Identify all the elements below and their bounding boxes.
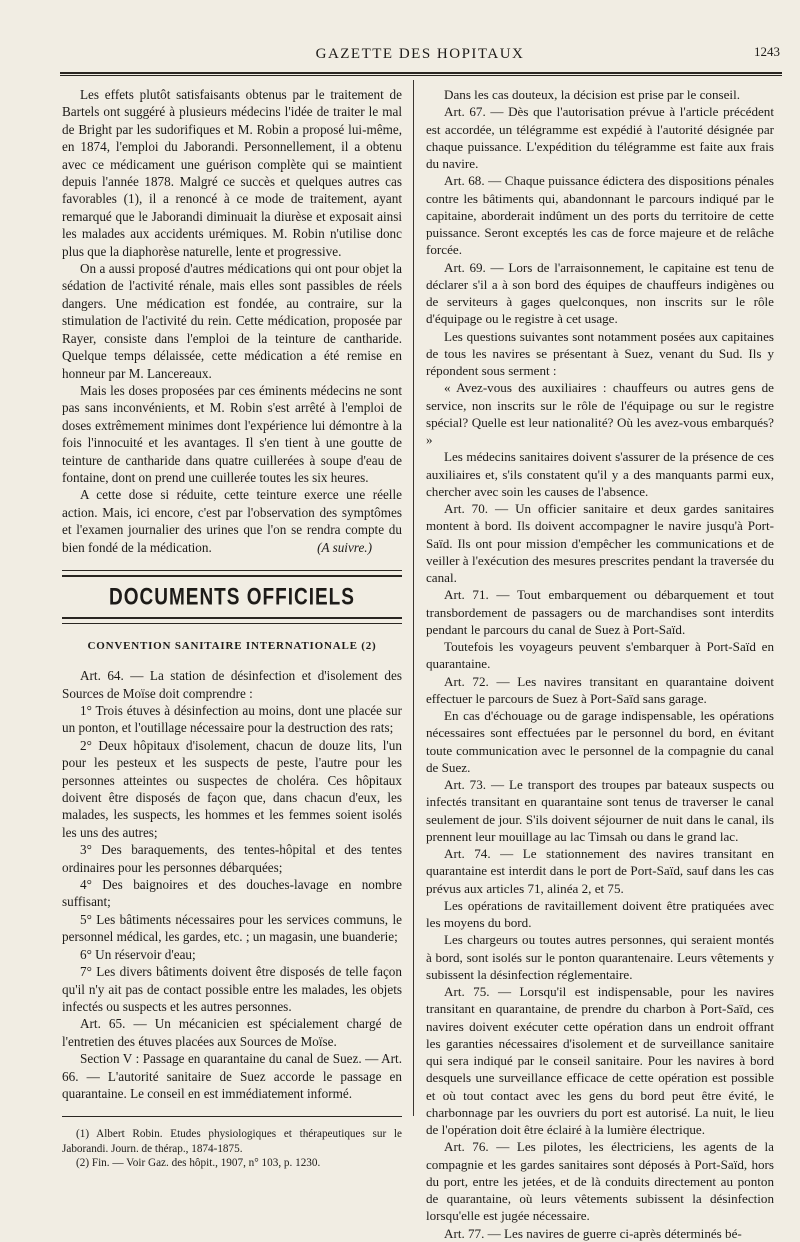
paragraph: Art. 70. — Un officier sanitaire et deux gardes sanitaires montent à bord. Ils doivent accompagner le navire jusqu'à Port-Saïd. Ils ont pour mission d'empêcher les communications et de veiller à l'exécution des mesures prescrites pendant la traversée du canal. <box>426 501 774 585</box>
section-heading: DOCUMENTS OFFICIELS <box>109 584 355 611</box>
right-column <box>426 86 774 1242</box>
header-rule <box>60 72 782 76</box>
continued-note: (A suivre.) <box>317 539 372 555</box>
subheading: CONVENTION SANITAIRE INTERNATIONALE (2) <box>87 639 377 652</box>
paragraph: Art. 75. — Lorsqu'il est indispensable, pour les navires transitant en quarantaine, de prendre du charbon à Port-Saïd, ces navires doivent exécuter cette opération dans un endroit offrant les garanties nécessaires d'isolement et de surveillance sanitaire qui sera indiqué par le conseil sanitaire. Pour les navires à bord desquels une surveillance efficace de cette opération est possible et où tout contact avec les gens du bord peut être évité, le charbonnage par les ouvriers du port est autorisé. La nuit, le lieu de l'opération doit être éclairé à la lumière électrique. <box>426 984 774 1137</box>
paragraph: Art. 72. — Les navires transitant en quarantaine doivent effectuer le parcours de Suez à Port-Saïd sans garage. <box>426 673 774 706</box>
article-paragraph: 2° Deux hôpitaux d'isolement, chacun de douze lits, l'un pour les pesteux et les suspects de peste, l'autre pour les personnes atteintes ou suspectes de choléra. Ces hôpitaux doivent être disposés de façon que, dans chacun d'eux, les malades, les suspects, les hommes et les femmes soient isolés les uns des autres; <box>62 737 402 840</box>
footnote: (1) Albert Robin. Etudes physiologiques et thérapeutiques sur le Jaborandi. Journ. de thérap., 1874-1875. <box>62 1128 402 1155</box>
paragraph: Art. 69. — Lors de l'arraisonnement, le capitaine est tenu de déclarer s'il a à son bord des équipes de chauffeurs indigènes ou de serviteurs à gages quelconques, non inscrits sur le rôle d'équipage ou le registre à cet usage. <box>426 259 774 327</box>
page-header <box>60 42 780 66</box>
paragraph: Les effets plutôt satisfaisants obtenus par le traitement de Bartels ont suggéré à plusieurs médecins l'idée de traiter le mal de Bright par les sudorifiques et M. Robin a proposé lui-même, en 1874, l'emploi du Jaborandi. Personnellement, il a obtenu avec ce médicament une guérison complète qui se maintient depuis l'année 1878. Malgré ce succès et quelques autres cas favorables (1), il a renoncé à ce mode de traitement, ayant remarqué que le Jaborandi diminuait la diurèse et exposait ainsi les malades aux accidents urémiques. M. Robin n'utilise donc plus que la diaphorèse naturelle, lente et progressive. <box>62 87 402 259</box>
paragraph: Art. 68. — Chaque puissance édictera des dispositions pénales contre les bâtiments qui, abandonnant le parcours indiqué par le capitaine, aborderait indûment un des ports du territoire de cette puissance. Seront exceptés les cas de force majeure et de relâche forcée. <box>426 173 774 258</box>
paragraph: « Avez-vous des auxiliaires : chauffeurs ou autres gens de service, non inscrits sur le rôle de l'équipage ou sur le registre spécial? Quelle est leur nationalité? Où les avez-vous embarqués? » <box>426 380 774 447</box>
paragraph: Art. 71. — Tout embarquement ou débarquement et tout transbordement de passagers ou de marchandises sont interdits pendant le parcours du canal de Suez à Port-Saïd. <box>426 587 774 637</box>
page-number: 1243 <box>754 44 780 59</box>
paragraph: Art. 67. — Dès que l'autorisation prévue à l'article précédent est accordée, un télégramme est expédié à l'autorité désignée par chaque puissance. L'expédition du télégramme est faite aux frais du navire. <box>426 104 774 171</box>
article-paragraph: Art. 64. — La station de désinfection et d'isolement des Sources de Moïse doit comprendre : <box>62 668 402 701</box>
paragraph: En cas d'échouage ou de garage indispensable, les opérations nécessaires sont effectuées par le personnel du bord, en évitant toute communication avec le personnel de la compagnie du canal de Suez. <box>426 708 774 775</box>
paragraph: Mais les doses proposées par ces éminents médecins ne sont pas sans inconvénients, et M. Robin s'est arrêté à l'emploi de doses extrêmement minimes dont l'expérience lui démontre à la fois l'innocuité et les avantages. Il s'en tient à une goutte de teinture de cantharide dans quatre cuillerées à soupe d'eau de fontaine, dont on prend une cuillerée toutes les six heures. <box>62 382 402 485</box>
article-paragraph: 5° Les bâtiments nécessaires pour les services communs, le personnel médical, les gardes, etc. ; un magasin, une buanderie; <box>62 911 402 945</box>
article-paragraph: 4° Des baignoires et des douches-lavage en nombre suffisant; <box>62 877 402 910</box>
article-paragraph: 3° Des baraquements, des tentes-hôpital et des tentes ordinaires pour les personnes débarquées; <box>62 842 402 875</box>
section-rule <box>62 617 402 624</box>
article-paragraph: 1° Trois étuves à désinfection au moins, dont une placée sur un ponton, et l'outillage nécessaire pour la destruction des rats; <box>62 703 402 736</box>
paragraph: Les chargeurs ou toutes autres personnes, qui seraient montés à bord, sont isolés sur le ponton quarantenaire. Leurs vêtements y subissent la désinfection réglementaire. <box>426 932 774 982</box>
paragraph: A cette dose si réduite, cette teinture exerce une réelle action. Mais, ici encore, c'est par l'observation des symptômes et l'examen journalier des urines que l'on se rendra compte du bien fondé de la médication. <box>62 487 402 555</box>
article-paragraph: 6° Un réservoir d'eau; <box>80 946 196 962</box>
paragraph: Dans les cas douteux, la décision est prise par le conseil. <box>444 87 740 102</box>
column-divider <box>413 80 414 1116</box>
paragraph: Art. 76. — Les pilotes, les électriciens, les agents de la compagnie et les gardes sanitaires sont déposés à Port-Saïd, hors du port, entre les jetées, et de là conduits directement au ponton de quarantaine, où leurs vêtements subissent la désinfection lorsqu'elle est jugée nécessaire. <box>426 1139 774 1224</box>
paragraph: On a aussi proposé d'autres médications qui ont pour objet la sédation de l'activité rénale, mais elles sont passibles de réels dangers. Une médication est fondée, au contraire, sur la stimulation de l'activité du rein. Cette médication, proposée par Rayer, consiste dans l'emploi de la teinture de cantharide. Quelque temps délaissée, cette médication a été remise en honneur par M. Lancereaux. <box>62 261 402 381</box>
paragraph: Art. 77. — Les navires de guerre ci-après déterminés bé- <box>444 1225 742 1241</box>
paragraph: Les opérations de ravitaillement doivent être pratiquées avec les moyens du bord. <box>426 897 774 930</box>
article-paragraph: 7° Les divers bâtiments doivent être disposés de telle façon qu'il n'y ait pas de contact possible entre les malades, les objets infectés ou suspects et les autres personnes. <box>62 964 402 1014</box>
footnote: (2) Fin. — Voir Gaz. des hôpit., 1907, n° 103, p. 1230. <box>76 1157 321 1170</box>
footnote-rule <box>62 1116 402 1117</box>
article-paragraph: Art. 65. — Un mécanicien est spécialement chargé de l'entretien des étuves placées aux Sources de Moïse. <box>62 1016 402 1049</box>
paragraph: Art. 74. — Le stationnement des navires transitant en quarantaine est interdit dans le port de Port-Saïd, sauf dans les cas prévus aux articles 71, alinéa 2, et 75. <box>426 846 774 896</box>
journal-title: GAZETTE DES HOPITAUX <box>315 46 525 62</box>
paragraph: Les médecins sanitaires doivent s'assurer de la présence de ces auxiliaires et, s'ils constatent qu'il y a des manquants parmi eux, chercher avec soin les causes de l'absence. <box>426 449 774 499</box>
paragraph: Les questions suivantes sont notamment posées aux capitaines de tous les navires se présentant à Suez, venant du Sud. Ils y répondent sous serment : <box>426 328 774 378</box>
paragraph: Art. 73. — Le transport des troupes par bateaux suspects ou infectés transitant en quarantaine sont tenus de traverser le canal seulement de jour. S'ils doivent séjourner de nuit dans le canal, ils prennent leur mouillage au lac Timsah ou dans le grand lac. <box>426 777 774 844</box>
left-column <box>62 86 402 1171</box>
article-paragraph: Section V : Passage en quarantaine du canal de Suez. — Art. 66. — L'autorité sanitaire de Suez accorde le passage en quarantaine. Le conseil en est immédiatement informé. <box>62 1051 402 1101</box>
paragraph: Toutefois les voyageurs peuvent s'embarquer à Port-Saïd en quarantaine. <box>426 639 774 672</box>
section-rule <box>62 570 402 577</box>
